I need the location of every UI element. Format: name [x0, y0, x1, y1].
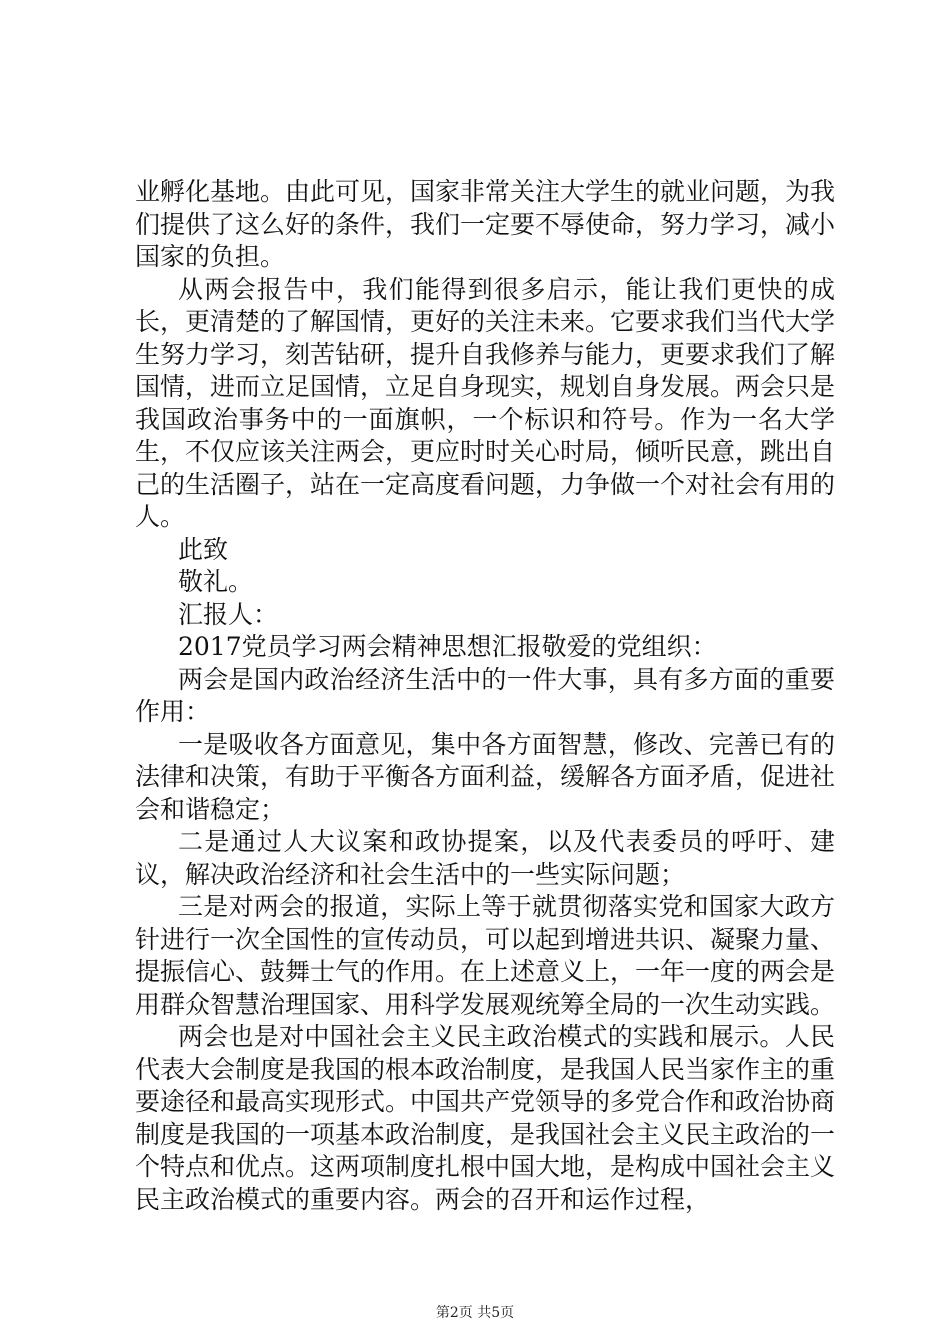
closing-salutation: 此致: [178, 534, 229, 564]
paragraph-point-two: 二是通过人大议案和政协提案，以及代表委员的呼吁、建议，解决政治经济和社会生活中的一些实际问题；: [135, 827, 835, 889]
paragraph-point-one: 一是吸收各方面意见，集中各方面智慧，修改、完善已有的法律和决策，有助于平衡各方面利益，缓解各方面矛盾，促进社会和谐稳定；: [135, 729, 836, 824]
paragraph-continued: 业孵化基地。由此可见，国家非常关注大学生的就业问题，为我们提供了这么好的条件，我们一定要不辱使命，努力学习，减小国家的负担。: [135, 177, 836, 271]
paragraph-importance: 两会是国内政治经济生活中的一件大事，具有多方面的重要作用：: [135, 664, 835, 726]
closing-respect: 敬礼。: [178, 567, 254, 596]
paragraph-point-three: 三是对两会的报道，实际上等于就贯彻落实党和国家大政方针进行一次全国性的宣传动员，可以起到增进共识、凝聚力量、提振信心、鼓舞士气的作用。在上述意义上，一年一度的两会是用群众智慧治理国家、用科学发展观统筹全局的一次生动实践。: [135, 892, 836, 1019]
paragraph-two-sessions-inspiration: 从两会报告中，我们能得到很多启示，能让我们更快的成长，更清楚的了解国情，更好的关注未来。它要求我们当代大学生努力学习，刻苦钻研，提升自我修养与能力，更要求我们了解国情，进而立足国情，立足自身现实，规划自身发展。两会只是我国政治事务中的一面旗帜，一个标识和符号。作为一名大学生，不仅应该关注两会，更应时时关心时局，倾听民意，跳出自己的生活圈子，站在一定高度看问题，力争做一个对社会有用的人。: [135, 274, 836, 531]
paragraph-democratic-politics: 两会也是对中国社会主义民主政治模式的实践和展示。人民代表大会制度是我国的根本政治制度，是我国人民当家作主的重要途径和最高实现形式。中国共产党领导的多党合作和政治协商制度是我国的一项基本政治制度，是我国社会主义民主政治的一个特点和优点。这两项制度扎根中国大地，是构成中国社会主义民主政治模式的重要内容。两会的召开和运作过程，: [135, 1022, 836, 1214]
document-body: [135, 176, 835, 1216]
second-report-title: 2017党员学习两会精神思想汇报敬爱的党组织：: [178, 632, 717, 661]
reporter-label: 汇报人：: [178, 599, 279, 629]
page-number-footer: 第2页 共5页: [435, 1305, 515, 1321]
